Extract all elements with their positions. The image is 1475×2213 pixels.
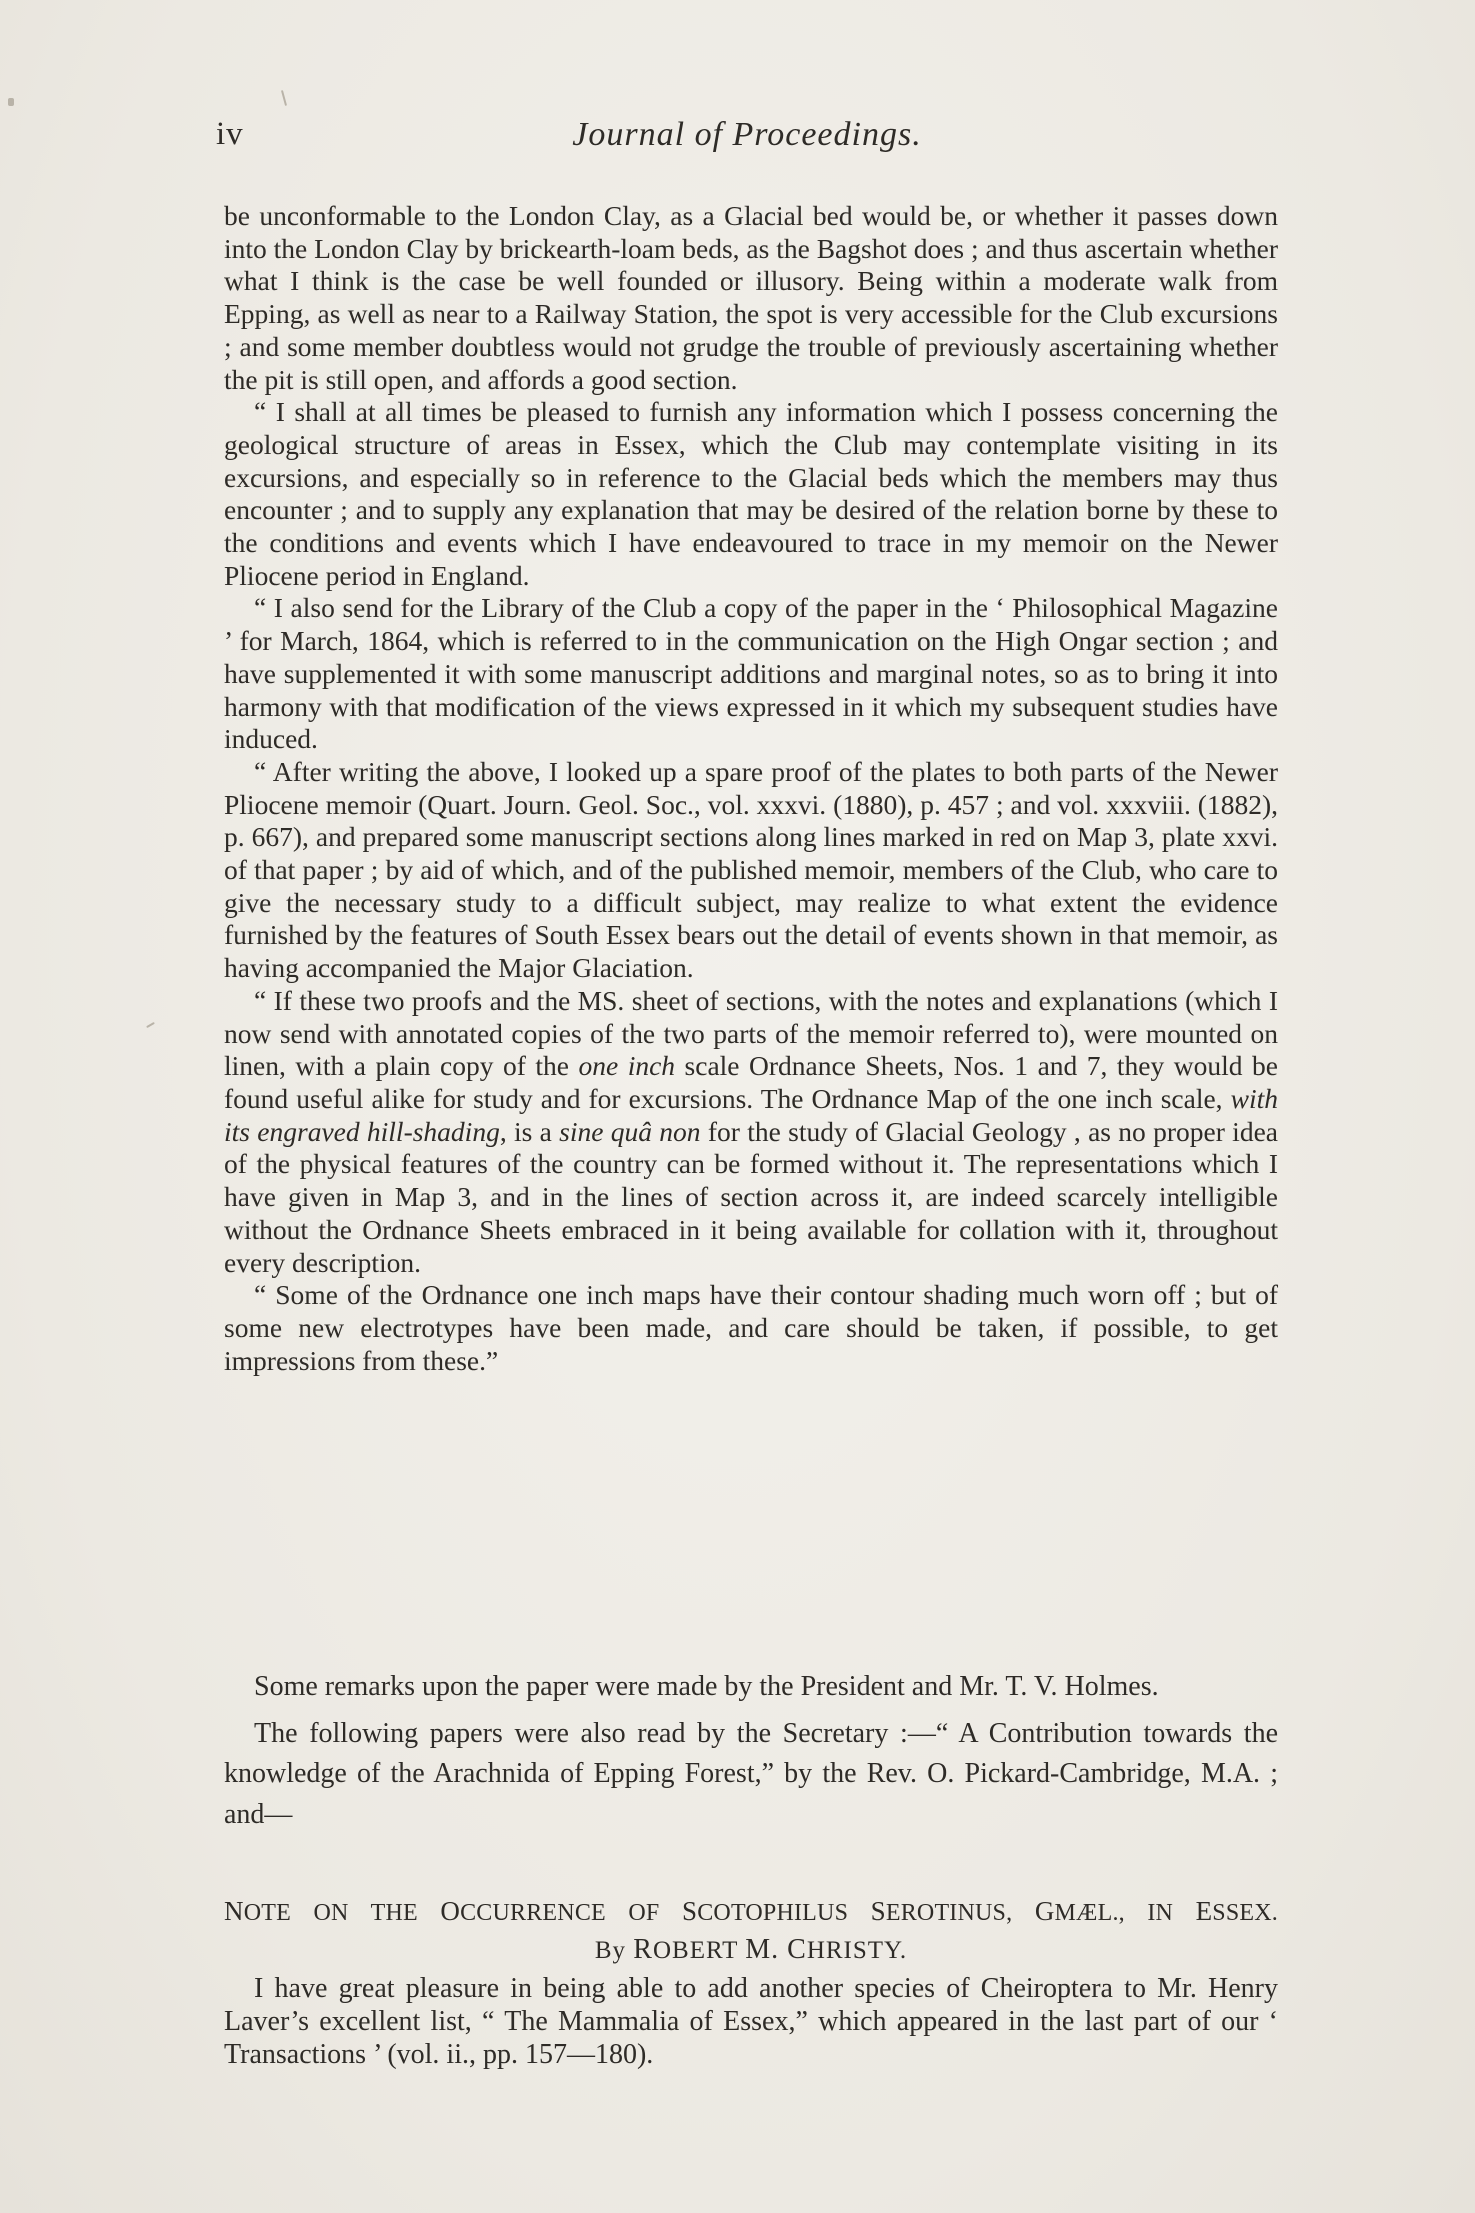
note-body <box>224 1972 1278 2071</box>
italic-text: one inch <box>578 1050 676 1082</box>
running-title: Journal of Proceedings. <box>572 116 922 153</box>
paragraph: “ I shall at all times be pleased to furnish any information which I possess concerning the geological structure of areas in Essex, which the Club may contemplate visiting in its excursions, and especially so in reference to the Glacial beds which the members may thus encounter ; and to supply any explanation that may be desired of the relation borne by these to the conditions and events which I have endeavoured to trace in my memoir on the Newer Pliocene period in England. <box>224 396 1278 591</box>
note-title: NOTE ON THE OCCURRENCE OF SCOTOPHILUS SEROTINUS, GMÆL., IN ESSEX. <box>224 1896 1278 1926</box>
letter-text <box>224 200 1278 1377</box>
page-number: iv <box>216 116 244 152</box>
paragraph: The following papers were also read by the Secretary :—“ A Contribution towards the knowledge of the Arachnida of Epping Forest,” by the Rev. O. Pickard-Cambridge, M.A. ; and— <box>224 1717 1278 1830</box>
remarks-text <box>224 1667 1278 1841</box>
paragraph: “ I also send for the Library of the Club a copy of the paper in the ‘ Philosophical Magazine ’ for March, 1864, which is referred to in the communication on the High Ongar section ; and have supplemented it with some manuscript additions and marginal notes, so as to bring it into harmony with that modification of the views expressed in it which my subsequent studies have induced. <box>224 592 1278 755</box>
italic-text: sine quâ non <box>559 1115 701 1147</box>
italic-text: with its engraved hill-shading <box>224 1082 1278 1147</box>
page-header <box>216 112 1278 168</box>
note-author: By ROBERT M. CHRISTY. <box>594 1934 908 1965</box>
paragraph: be unconformable to the London Clay, as a Glacial bed would be, or whether it passes down into the London Clay by brickearth-loam beds, as the Bagshot does ; and thus ascertain whether what I think is the case be well founded or illusory. Being within a moderate walk from Epping, as well as near to a Railway Station, the spot is very accessible for the Club excursions ; and some member doubtless would not grudge the trouble of previously ascertaining whether the pit is still open, and affords a good section. <box>224 200 1278 395</box>
scan-speck <box>281 90 287 106</box>
paragraph: “ If these two proofs and the MS. sheet of sections, with the notes and explanations (which I now send with annotated copies of the two parts of the memoir referred to), were mounted on linen, with a plain copy of the one inch scale Ordnance Sheets, Nos. 1 and 7, they would be found useful alike for study and for excursions. The Ordnance Map of the one inch scale, with its engraved hill-shading, is a sine quâ non for the study of Glacial Geology , as no proper idea of the physical features of the country can be formed without it. The representations which I have given in Map 3, and in the lines of section across it, are indeed scarcely intelligible without the Ordnance Sheets embraced in it being available for collation with it, throughout every description. <box>224 984 1278 1278</box>
scan-speck <box>8 98 14 106</box>
paragraph: “ Some of the Ordnance one inch maps have their contour shading much worn off ; but of some new electrotypes have been made, and care should be taken, if possible, to get impressions from these.” <box>224 1279 1278 1376</box>
paragraph: Some remarks upon the paper were made by the President and Mr. T. V. Holmes. <box>254 1671 1159 1702</box>
scan-speck <box>146 1022 155 1028</box>
paragraph: I have great pleasure in being able to add another species of Cheiroptera to Mr. Henry Laver’s excellent list, “ The Mammalia of Essex,” which appeared in the last part of our ‘ Transactions ’ (vol. ii., pp. 157—180). <box>224 1973 1278 2070</box>
paragraph: “ After writing the above, I looked up a spare proof of the plates to both parts of the Newer Pliocene memoir (Quart. Journ. Geol. Soc., vol. xxxvi. (1880), p. 457 ; and vol. xxxviii. (1882), p. 667), and prepared some manuscript sections along lines marked in red on Map 3, plate xxvi. of that paper ; by aid of which, and of the published memoir, members of the Club, who care to give the necessary study to a difficult subject, may realize to what extent the evidence furnished by the features of South Essex bears out the detail of events shown in that memoir, as having accompanied the Major Glaciation. <box>224 755 1278 984</box>
